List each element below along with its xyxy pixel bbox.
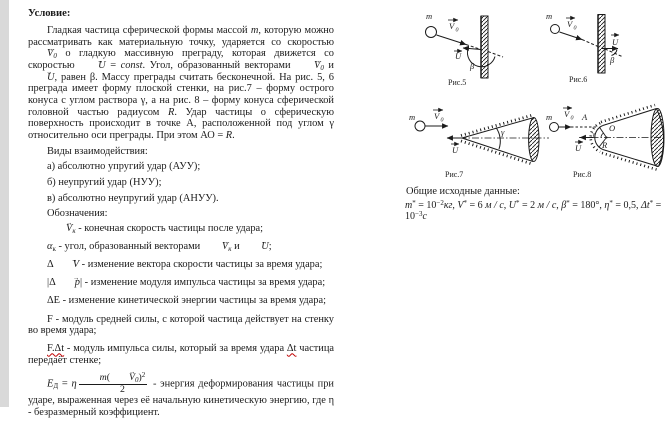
v0-label: V: [567, 19, 574, 29]
common-data-values: $m^* = 10^{-2}кг$, V* = 6 м / с, U* = 2 м / с, β* = 180°, η* = 0,5, $\Delta t^* = 10^{-3}с$: [405, 200, 666, 222]
interaction-types-heading: Виды взаимодействия:: [28, 146, 334, 158]
gamma-angle-arc: [601, 133, 603, 137]
figure-6: [545, 5, 666, 89]
problem-statement: Гладкая частица сферической формы массой m, которую можно рассматривать как материальную точку, ударяется со скоростью → $V_0$ о гладкую массивную преграду, которая движется со скоростью → U = const. Угол, образованный векторами → $V_0$ и → U, равен β. Массу преграды считать бесконечной. На рис. 5, 6 преграда имеет форму плоской стенки, на рис.7 – форму острого конуса с углом раствора γ, а на рис. 8 – форму конуса сферической головной частью радиусом R. Удар частицы о сферическую поверхность происходит в точке А, расположенной под углом γ относительно оси преграды. При этом АО = R.: [28, 25, 334, 142]
u-label: U: [455, 51, 462, 61]
v0-label: V: [434, 111, 441, 121]
particle-circle: [426, 27, 437, 38]
u-label: U: [612, 37, 619, 47]
wall-hatched: [598, 15, 605, 74]
u-label: U: [575, 143, 582, 153]
beta-label: β: [609, 55, 615, 65]
cone-top-edge: [462, 118, 534, 139]
particle-circle: [550, 123, 559, 132]
definition-final-velocity: → $V_к$ - конечная скорость частицы после удара;: [28, 223, 334, 235]
common-data-heading: Общие исходные данные:: [406, 186, 520, 197]
figure-caption: Рис.5: [448, 78, 466, 87]
definition-force: F - модуль средней силы, с которой частица действует на стенку во время удара;: [28, 314, 334, 337]
cone-base-hatched: [529, 118, 539, 162]
cone-top-hatch-ticks: [461, 115, 533, 136]
notation-heading: Обозначения:: [28, 208, 334, 220]
mass-label: m: [426, 11, 432, 21]
page-edge-strip: [0, 0, 9, 407]
definition-delta-p: |Δ → p| - изменение модуля импульса частицы за время удара;: [28, 277, 334, 289]
v0-label: V: [449, 21, 456, 31]
velocity-arrow: [437, 35, 467, 45]
problem-text-column: [28, 8, 334, 425]
interaction-item-b: б) неупругий удар (НУУ);: [28, 177, 334, 189]
v0-subscript: 0: [574, 26, 577, 32]
cone-bottom-hatch-ticks: [461, 141, 532, 164]
v0-subscript: 0: [441, 118, 444, 124]
interaction-item-c: в) абсолютно неупругий удар (АНУУ).: [28, 193, 334, 205]
point-a-label: A: [581, 112, 588, 122]
definition-delta-v: Δ → V - изменение вектора скорости частицы за время удара;: [28, 259, 334, 271]
definition-deformation-energy: $E_Д = \eta$ $\frac{m( \to V_0)^2}{2}$ - энергия деформирования частицы при ударе, выраженная через её начальную кинетическую энергию, где η - безразмерный коэффициент.: [28, 373, 334, 418]
mass-label: m: [409, 112, 415, 122]
definition-alpha-k: $\alpha_к$ - угол, образованный векторами → $V_к$ и → U;: [28, 241, 334, 253]
cone-bottom-edge: [462, 138, 533, 162]
mass-label: m: [546, 112, 552, 122]
trajectory-dashed-behind-wall: [488, 52, 503, 58]
mass-label: m: [546, 11, 552, 21]
gamma-label: γ: [593, 132, 596, 138]
v0-subscript: 0: [456, 28, 459, 34]
wall-hatched: [481, 16, 488, 78]
cone-top-hatch-ticks: [601, 105, 655, 122]
definition-delta-e: ΔЕ - изменение кинетической энергии частицы за время удара;: [28, 295, 334, 307]
figure-caption: Рис.6: [569, 75, 587, 84]
condition-heading: Условие:: [28, 8, 334, 19]
gamma-label: γ: [501, 127, 505, 137]
trajectory-dashed: [582, 40, 598, 47]
u-label: U: [452, 145, 459, 155]
interaction-item-a: а) абсолютно упругий удар (АУУ);: [28, 161, 334, 173]
figure-7: [400, 96, 552, 182]
radius-oa-line: [599, 127, 606, 138]
particle-circle: [415, 121, 425, 131]
particle-circle: [551, 25, 560, 34]
figure-5: [415, 5, 552, 89]
figures-column: [396, 0, 666, 407]
figure-5-drawing: [426, 16, 504, 78]
cone-bottom-edge: [603, 150, 659, 167]
velocity-arrow: [560, 32, 583, 40]
radius-r-label: R: [601, 140, 608, 150]
figure-caption: Рис.7: [445, 170, 463, 179]
v0-subscript: 0: [571, 116, 574, 122]
v0-label: V: [564, 109, 571, 119]
beta-label: β: [469, 61, 475, 71]
cone-bottom-hatch-ticks: [602, 153, 658, 170]
cone-base-hatched: [651, 109, 664, 167]
center-o-label: O: [609, 123, 615, 133]
figure-caption: Рис.8: [573, 170, 591, 179]
definition-impulse: F.Δt - модуль импульса силы, который за время удара Δt частица передаёт стенке;: [28, 343, 334, 366]
figure-8: [546, 95, 666, 183]
